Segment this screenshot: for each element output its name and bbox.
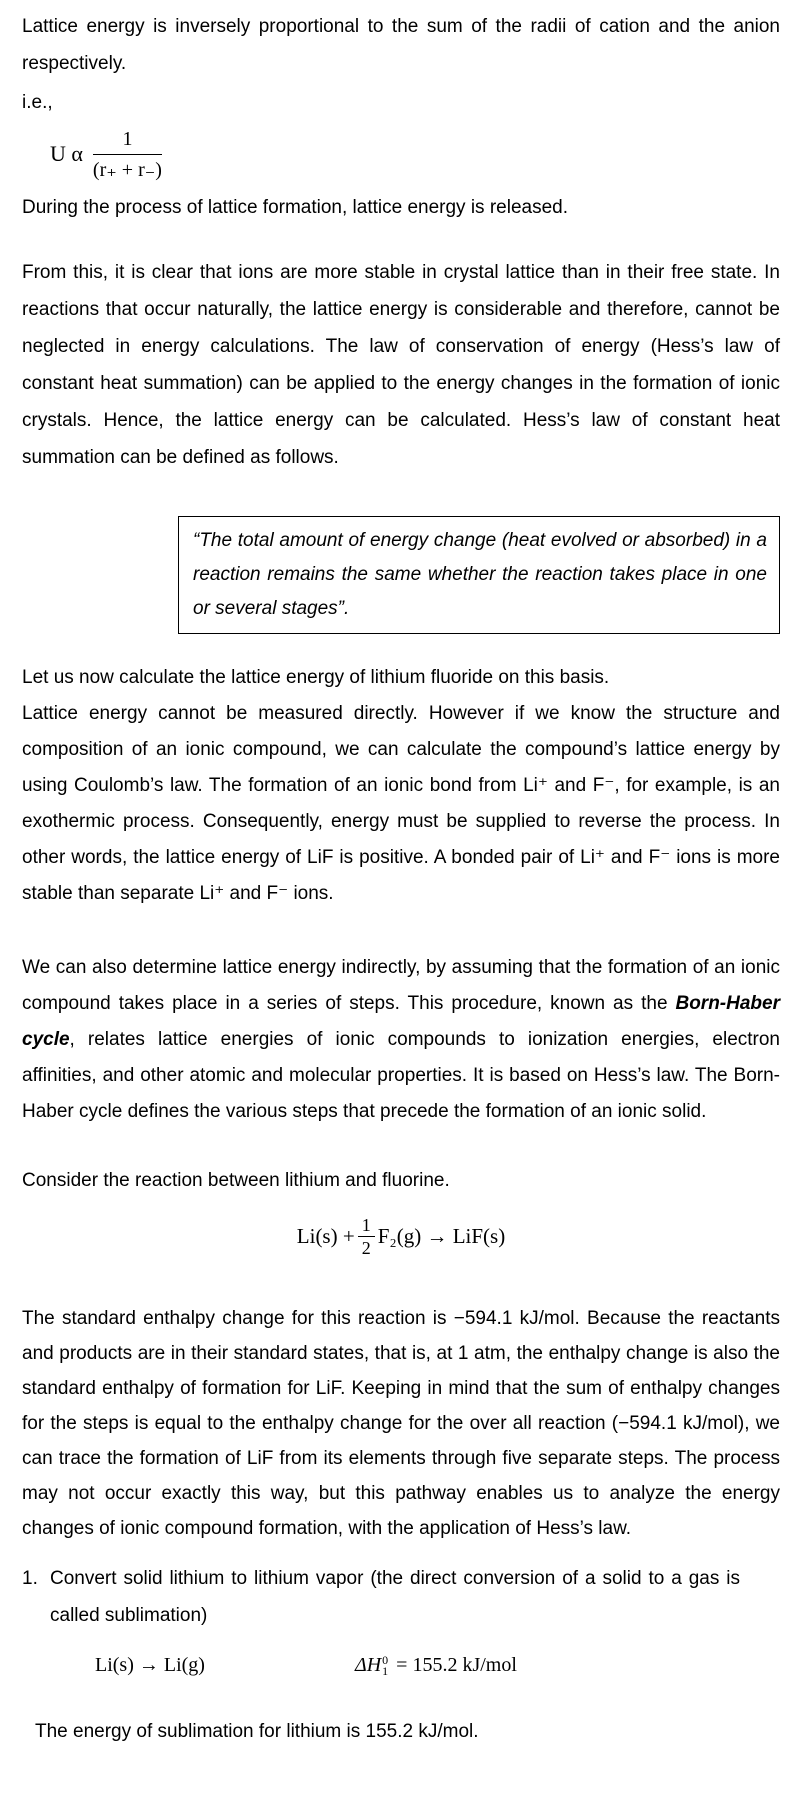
formula-lhs: U α [50,141,83,166]
list-item-number: 1. [22,1568,38,1589]
delta-h-superscript: 0 [382,1652,389,1667]
enthalpy-term [355,1654,517,1677]
paragraph-born-haber [22,950,780,1130]
paragraph-standard-enthalpy: The standard enthalpy change for this reaction is −594.1 kJ/mol. Because the reactants and products are in their standard states, that is, at 1 atm, the enthalpy change is also the standard enthalpy of formation for LiF. Keeping in mind that the sum of enthalpy changes for the steps is equal to the enthalpy change for the over all reaction (−594.1 kJ/mol), we can trace the formation of LiF from its elements through five separate steps. The process may not occur exactly this way, but this pathway enables us to analyze the energy changes of ionic compound formation, with the application of Hess’s law. [22,1308,780,1539]
fraction-half [358,1215,375,1258]
paragraph-let-us: Let us now calculate the lattice energy of lithium fluoride on this basis. [22,667,610,688]
reaction-equation-lif-formation [22,1207,780,1265]
born-haber-term: Born-Haber cycle [22,993,780,1050]
ie-label: i.e., [22,92,53,113]
sublimation-reaction: Li(s) → Li(g) [95,1654,205,1676]
paragraph-measure: Lattice energy cannot be measured directly. However if we know the structure and composition of an ionic compound, we can calculate the compound’s lattice energy by using Coulomb’s law. The formation of an ionic bond from Li⁺ and F⁻, for example, is an exothermic process. Consequently, energy must be supplied to reverse the process. In other words, the lattice energy of LiF is positive. A bonded pair of Li⁺ and F⁻ ions is more stable than separate Li⁺ and F⁻ ions. [22,703,780,904]
equation-post: F₂(g) → LiF(s) [377,1223,506,1248]
delta-h-symbol: ΔH [354,1654,382,1676]
sublimation-equation [22,1654,780,1677]
paragraph-intro: Lattice energy is inversely proportional to the sum of the radii of cation and the anion respectively. [22,16,780,74]
hess-law-quote-text: “The total amount of energy change (heat evolved or absorbed) in a reaction remains the same whether the reaction takes place in one or several stages”. [193,530,767,619]
paragraph-consider: Consider the reaction between lithium and fluorine. [22,1170,450,1191]
fraction-numerator: 1 [93,125,162,155]
delta-h-subscript: 1 [382,1663,389,1678]
paragraph-during: During the process of lattice formation, lattice energy is released. [22,197,568,218]
paragraph-from-this: From this, it is clear that ions are more stable in crystal lattice than in their free state. In reactions that occur naturally, the lattice energy is considerable and therefore, cannot be neglected in energy calculations. The law of conservation of energy (Hess’s law of constant heat summation) can be applied to the energy changes in the formation of ionic crystals. Hence, the lattice energy can be calculated. Hess’s law of constant heat summation can be defined as follows. [22,262,780,468]
fraction-denominator: 2 [361,1237,371,1258]
formula-lattice-energy-proportionality [50,125,780,183]
born-haber-part2: , relates lattice energies of ionic compounds to ionization energies, electron affinities, and other atomic and molecular properties. It is based on Hess’s law. The Born-Haber cycle defines the various steps that precede the formation of an ionic solid. [22,1029,780,1122]
born-haber-part1: We can also determine lattice energy indirectly, by assuming that the formation of an ionic compound takes place in a series of steps. This procedure, known as the [22,957,780,1014]
fraction-denominator: (r₊ + r₋) [92,159,162,181]
list-item-text: Convert solid lithium to lithium vapor (the direct conversion of a solid to a gas is called sublimation) [50,1568,740,1626]
hess-law-quote-box [178,516,780,634]
enthalpy-value: = 155.2 kJ/mol [396,1654,517,1676]
list-item-step1 [22,1560,780,1634]
fraction [93,125,162,183]
paragraph-energy-sublimation: The energy of sublimation for lithium is 155.2 kJ/mol. [35,1721,479,1742]
fraction-numerator: 1 [358,1215,375,1237]
delta-h-subsup [382,1652,389,1678]
equation-pre: Li(s) + [296,1223,355,1248]
